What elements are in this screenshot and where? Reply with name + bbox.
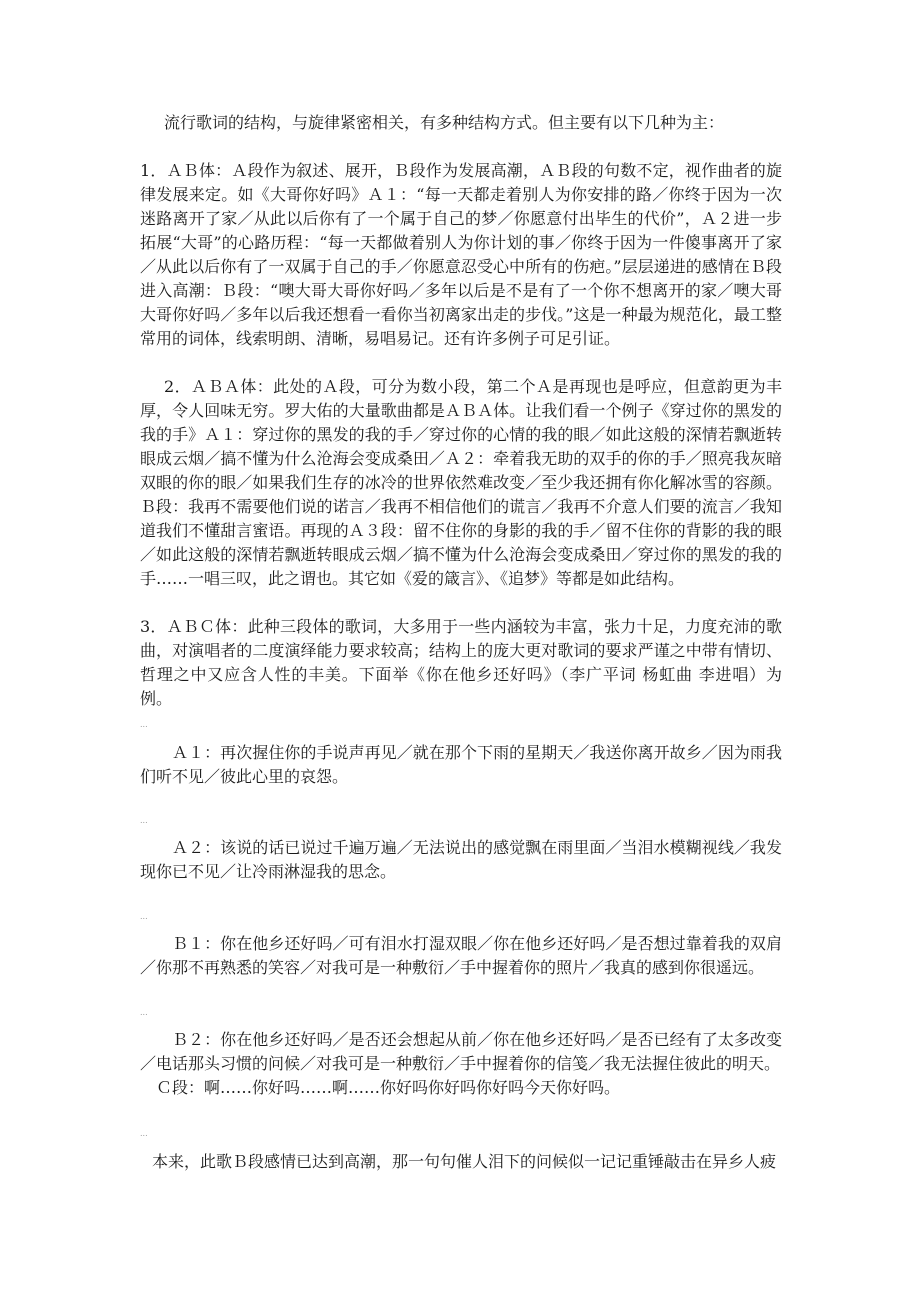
separator-mark: ... [140, 912, 148, 921]
lyrics-b2: Ｂ２：你在他乡还好吗／是否还会想起从前／你在他乡还好吗／是否已经有了太多改变／电话那头习惯的问候／对我可是一种敷衍／手中握着你的信笺／我无法握住彼此的明天。 [140, 1030, 782, 1073]
section-aba-paragraph: 2．ＡＢＡ体：此处的Ａ段，可分为数小段，第二个Ａ是再现也是呼应，但意韵更为丰厚，令人回味无穷。罗大佑的大量歌曲都是ＡＢＡ体。让我们看一个例子《穿过你的黑发的我的手》Ａ１：穿过你的黑发的我的手／穿过你的心情的我的眼／如此这般的深情若飘逝转眼成云烟／搞不懂为什么沧海会变成桑田／Ａ２：牵着我无助的双手的你的手／照亮我灰暗双眼的你的眼／如果我们生存的冰冷的世界依然难改变／至少我还拥有你化解冰雪的容颜。Ｂ段：我再不需要他们说的诺言／我再不相信他们的谎言／我再不介意人们要的流言／我知道我们不懂甜言蜜语。再现的Ａ３段：留不住你的身影的我的手／留不住你的背影的我的眼／如此这般的深情若飘逝转眼成云烟／搞不懂为什么沧海会变成桑田／穿过你的黑发的我的手……一唱三叹，此之谓也。其它如《爱的箴言》、《追梦》等都是如此结构。 [140, 377, 782, 588]
section-ab-paragraph: 1．ＡＢ体：Ａ段作为叙述、展开，Ｂ段作为发展高潮，ＡＢ段的句数不定，视作曲者的旋律发展来定。如《大哥你好吗》Ａ１：“每一天都走着别人为你安排的路／你终于因为一次迷路离开了家／从此以后你有了一个属于自己的梦／你愿意付出毕生的代价”，Ａ２进一步拓展“大哥”的心路历程：“每一天都做着别人为你计划的事／你终于因为一件傻事离开了家／从此以后你有了一双属于自己的手／你愿意忍受心中所有的伤疤。”层层递进的感情在Ｂ段进入高潮：Ｂ段：“噢大哥大哥你好吗／多年以后是不是有了一个你不想离开的家／噢大哥大哥你好吗／多年以后我还想看一看你当初离家出走的步伐。”这是一种最为规范化，最工整常用的词体，线索明朗、清晰，易唱易记。还有许多例子可足引证。 [140, 161, 782, 348]
closing-paragraph: 本来，此歌Ｂ段感情已达到高潮，那一句句催人泪下的问候似一记记重锤敲击在异乡人疲 [152, 1152, 777, 1171]
lyrics-a2: Ａ２：该说的话已说过千遍万遍／无法说出的感觉飘在雨里面／当泪水模糊视线／我发现你已不见／让冷雨淋湿我的思念。 [140, 838, 782, 881]
separator-mark: ... [140, 1129, 148, 1138]
lyrics-b1: Ｂ１：你在他乡还好吗／可有泪水打湿双眼／你在他乡还好吗／是否想过靠着我的双肩／你那不再熟悉的笑容／对我可是一种敷衍／手中握着你的照片／我真的感到你很遥远。 [140, 934, 782, 977]
section-abc-paragraph: 3．ＡＢＣ体：此种三段体的歌词，大多用于一些内涵较为丰富，张力十足，力度充沛的歌曲，对演唱者的二度演绎能力要求较高；结构上的庞大更对歌词的要求严谨之中带有情切、哲理之中又应含人性的丰美。下面举《你在他乡还好吗》（李广平词 杨虹曲 李进唱）为例。 [140, 617, 782, 708]
separator-mark: ... [140, 720, 148, 729]
lyrics-a1: Ａ１：再次握住你的手说声再见／就在那个下雨的星期天／我送你离开故乡／因为雨我们听不见／彼此心里的哀怨。 [140, 743, 782, 786]
intro-paragraph: 流行歌词的结构，与旋律紧密相关，有多种结构方式。但主要有以下几种为主： [164, 113, 725, 132]
separator-mark: ... [140, 816, 148, 825]
lyrics-c: Ｃ段：啊……你好吗……啊……你好吗你好吗你好吗今天你好吗。 [156, 1078, 621, 1097]
separator-mark: ... [140, 1008, 148, 1017]
